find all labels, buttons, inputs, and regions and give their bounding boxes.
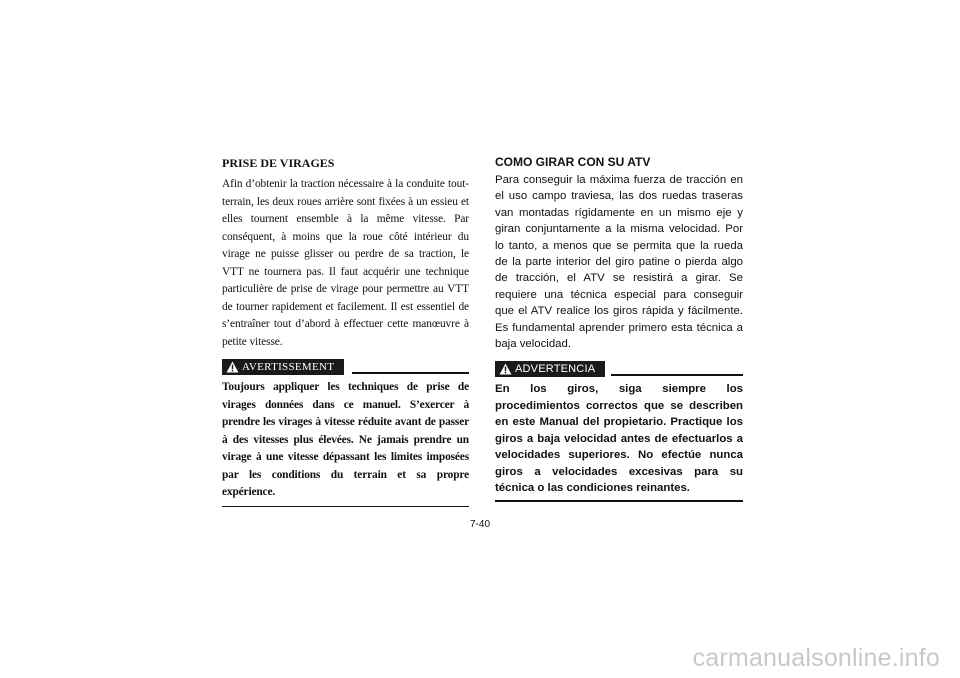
spanish-heading: COMO GIRAR CON SU ATV: [495, 155, 651, 169]
spanish-warning-text: En los giros, siga siempre los procedimientos correctos que se describen en este Manual del propietario. Practique los giros a baja velocidad antes de efectuarlos a velocidades superiores. No efectúe nunca giros a velocidades excesivas para su técnica o las condiciones reinantes.: [495, 383, 743, 494]
spanish-warning-line: [611, 374, 743, 376]
page-number: 7-40: [470, 519, 491, 530]
french-heading: PRISE DE VIRAGES: [222, 156, 335, 170]
french-column: [222, 154, 469, 507]
french-warning-line: [352, 372, 469, 374]
french-warning-label: AVERTISSEMENT: [242, 361, 335, 373]
spanish-warning-badge: [495, 361, 605, 377]
spanish-warning-header: [495, 361, 743, 377]
spanish-body: Para conseguir la máxima fuerza de tracción en el uso campo traviesa, las dos ruedas traseras van montadas rígidamente en un mismo eje y giran conjuntamente a la misma velocidad. Por lo tanto, a menos que se permita que la rueda de la parte interior del giro patine o pierda algo de tracción, el ATV se resistirá a girar. Se requiere una técnica especial para conseguir que el ATV realice los giros rápida y fácilmente. Es fundamental aprender primero esta técnica a baja velocidad.: [495, 174, 743, 351]
watermark: carmanualsonline.info: [692, 644, 940, 672]
french-warning-text: Toujours appliquer les techniques de prise de virages données dans ce manuel. S’exercer à prendre les virages à vitesse réduite avant de passer à des vitesses plus élevées. Ne jamais prendre un virage à une vitesse dépassant les limites imposées par les conditions du terrain et sa propre expérience.: [222, 381, 469, 498]
warning-triangle-icon: [499, 363, 512, 375]
warning-triangle-icon: [226, 361, 239, 373]
french-warning-badge: [222, 359, 344, 375]
spanish-warning-label: ADVERTENCIA: [515, 363, 596, 376]
spanish-column: [495, 154, 743, 502]
french-body: Afin d’obtenir la traction nécessaire à la conduite tout-terrain, les deux roues arrière sont fixées à un essieu et elles tournent ensemble à la même vitesse. Par conséquent, à moins que la roue côté intérieur du virage ne puisse glisser ou perdre de sa traction, le VTT ne tournera pas. Il faut acquérir une technique particulière de prise de virage pour permettre au VTT de tourner rapidement et facilement. Il est essentiel de s’entraîner tout d’abord à effectuer cette manœuvre à petite vitesse.: [222, 178, 469, 348]
spanish-warning-rule: [495, 500, 743, 502]
french-warning-rule: [222, 506, 469, 508]
french-warning-header: [222, 359, 469, 375]
